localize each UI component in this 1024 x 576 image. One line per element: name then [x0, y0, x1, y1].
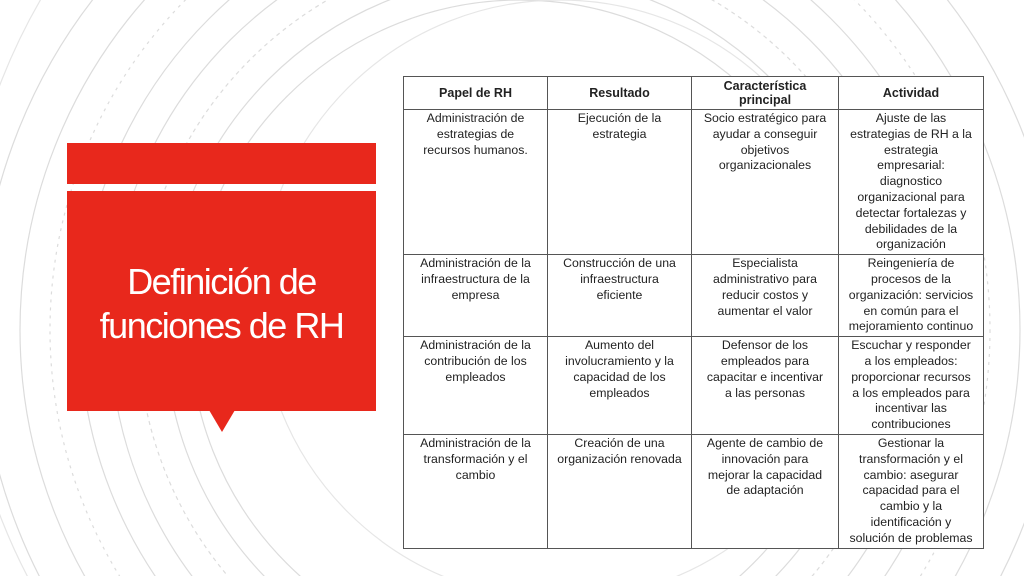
column-header-caracteristica: Característica principal — [692, 77, 839, 110]
table-cell: Especialista administrativo para reducir costos y aumentar el valor — [692, 255, 839, 337]
table-cell: Administración de la contribución de los empleados — [404, 337, 548, 435]
table-cell: Agente de cambio de innovación para mejorar la capacidad de adaptación — [692, 434, 839, 548]
column-header-resultado: Resultado — [548, 77, 692, 110]
table-cell: Gestionar la transformación y el cambio: asegurar capacidad para el cambio y la identificación y solución de problemas — [839, 434, 984, 548]
title-accent-strip — [67, 143, 376, 184]
table-cell: Reingeniería de procesos de la organización: servicios en común para el mejoramiento continuo — [839, 255, 984, 337]
table-cell: Aumento del involucramiento y la capacidad de los empleados — [548, 337, 692, 435]
column-header-actividad: Actividad — [839, 77, 984, 110]
table-cell: Escuchar y responder a los empleados: proporcionar recursos a los empleados para incentivar las contribuciones — [839, 337, 984, 435]
table-cell: Socio estratégico para ayudar a conseguir objetivos organizacionales — [692, 110, 839, 255]
table-cell: Administración de la transformación y el cambio — [404, 434, 548, 548]
table-cell: Defensor de los empleados para capacitar e incentivar a las personas — [692, 337, 839, 435]
table-header-row — [404, 77, 984, 110]
table-cell: Construcción de una infraestructura eficiente — [548, 255, 692, 337]
table-row — [404, 434, 984, 548]
table-row — [404, 337, 984, 435]
table-cell: Ejecución de la estrategia — [548, 110, 692, 255]
title-pointer — [209, 410, 235, 432]
table-cell: Creación de una organización renovada — [548, 434, 692, 548]
table-cell: Administración de la infraestructura de la empresa — [404, 255, 548, 337]
column-header-papel: Papel de RH — [404, 77, 548, 110]
title-box — [67, 191, 376, 411]
slide-title: Definición de funciones de RH — [99, 261, 344, 346]
table-cell: Administración de estrategias de recursos humanos. — [404, 110, 548, 255]
hr-roles-table — [403, 76, 984, 549]
table-row — [404, 110, 984, 255]
table-cell: Ajuste de las estrategias de RH a la estrategia empresarial: diagnostico organizacional para detectar fortalezas y debilidades de la organización — [839, 110, 984, 255]
table-row — [404, 255, 984, 337]
